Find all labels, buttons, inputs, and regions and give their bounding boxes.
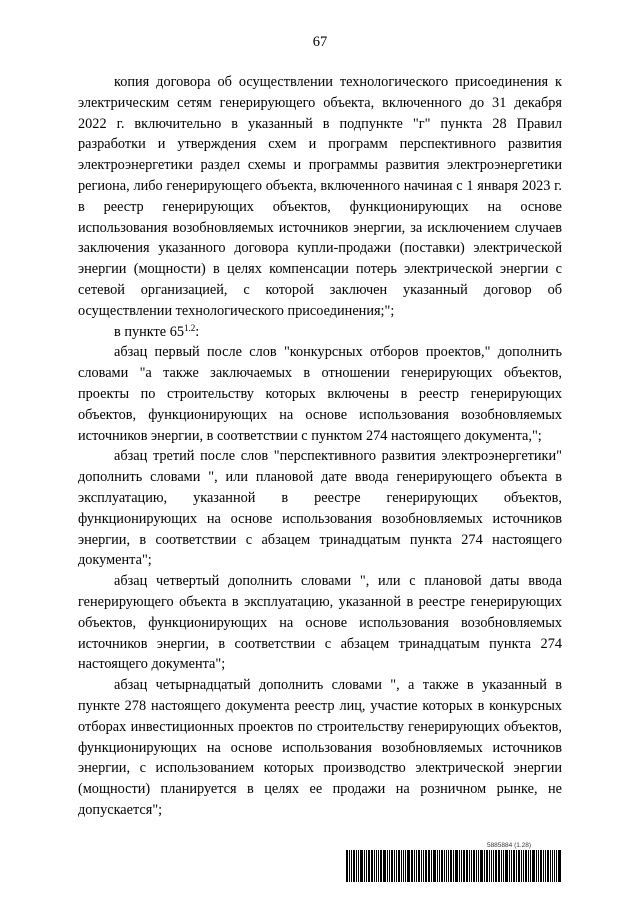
barcode-bar [503, 850, 504, 882]
point-reference-line [78, 322, 562, 343]
barcode-bar [547, 850, 549, 882]
barcode-bar [518, 850, 520, 882]
barcode-bar [459, 850, 460, 882]
barcode-bar [351, 850, 352, 882]
barcode-bar [469, 850, 470, 882]
barcode-bar [545, 850, 546, 882]
barcode-bar [538, 850, 539, 882]
barcode-bar [461, 850, 462, 882]
barcode-bar [366, 850, 367, 882]
barcode-bar [509, 850, 510, 882]
barcode-bar [439, 850, 440, 882]
barcode-bar [374, 850, 375, 882]
barcode-bar [528, 850, 529, 882]
point-prefix: в пункте 65 [114, 323, 184, 340]
paragraph: копия договора об осуществлении технологического присоединения к электрическим сетям генерирующего объекта, включенного до 31 декабря 2022 г. включительно в указанный в подпункте "г" пункта 28 Правил разработки и утверждения схем и программ перспективного развития электроэнергетики раздел схемы и программы развития электроэнергетики региона, либо генерирующего объекта, включенного начиная с 1 января 2023 г. в реестр генерирующих объектов, функционирующих на основе использования возобновляемых источников энергии, за исключением случаев заключения указанного договора купли-продажи (поставки) электрической энергии (мощности) в целях компенсации потерь электрической энергии с сетевой организацией, с которой заключен указанный договор об осуществлении технологического присоединения;"; [78, 74, 562, 319]
barcode-bar [414, 850, 415, 882]
barcode-bar [466, 850, 468, 882]
paragraph: абзац третий после слов "перспективного развития электроэнергетики" дополнить словами ", или плановой дате ввода генерирующего объекта в эксплуатацию, указанной в реестре генерирующих объектов, функционирующих на основе использования возобновляемых источников энергии, в соответствии с абзацем тринадцатым пункта 274 настоящего документа"; [78, 448, 562, 569]
barcode-bar [446, 850, 447, 882]
barcode-bar [550, 850, 552, 882]
barcode-bar [441, 850, 443, 882]
barcode-bar [360, 850, 363, 882]
barcode-bar [511, 850, 512, 882]
barcode-bar [371, 850, 373, 882]
barcode-bar [505, 850, 508, 882]
barcode-bar [486, 850, 488, 882]
barcode-bar [450, 850, 452, 882]
barcode-bar [536, 850, 537, 882]
barcode-bar [376, 850, 377, 882]
barcode-bar [556, 850, 557, 882]
barcode-bar [463, 850, 465, 882]
barcode-bar [543, 850, 544, 882]
barcode-bar [521, 850, 522, 882]
barcode-bar [478, 850, 479, 882]
barcode-bar [433, 850, 436, 882]
barcode-bar [513, 850, 515, 882]
page-number: 67 [312, 34, 328, 50]
barcode-bar [346, 850, 348, 882]
barcode-bar [401, 850, 402, 882]
barcode-bar [558, 850, 561, 882]
barcode-bar [378, 850, 379, 882]
document-body [78, 72, 562, 821]
barcode-bar [473, 850, 475, 882]
point-suffix: : [195, 323, 200, 340]
barcode-bar [405, 850, 406, 882]
barcode-bar [444, 850, 445, 882]
barcode-bar [380, 850, 382, 882]
barcode-bar [411, 850, 413, 882]
barcode-bar [493, 850, 494, 882]
barcode-label: 5885884 (1.28) [486, 842, 532, 849]
barcode-bar [356, 850, 357, 882]
barcode-bar [407, 850, 410, 882]
barcode-bar [532, 850, 535, 882]
barcode-bar [501, 850, 502, 882]
barcode-bar [523, 850, 524, 882]
barcode-bar [552, 850, 553, 882]
barcode-bar [349, 850, 350, 882]
barcode-bar [554, 850, 555, 882]
barcode-bar [425, 850, 427, 882]
barcode-bar [431, 850, 432, 882]
barcode-bar [387, 850, 388, 882]
barcode-bar [398, 850, 400, 882]
barcode-bar [480, 850, 483, 882]
barcode-bar [394, 850, 395, 882]
barcode-bar [484, 850, 485, 882]
barcode-bar [453, 850, 454, 882]
barcode-bar [389, 850, 390, 882]
barcode-bar [428, 850, 430, 882]
barcode-bar [416, 850, 417, 882]
barcode-bar [353, 850, 355, 882]
barcode-bar [368, 850, 370, 882]
paragraph: абзац первый после слов "конкурсных отборов проектов," дополнить словами "а также заключаемых в отношении генерирующих объектов, проекты по строительству которых включены в реестр генерирующих объектов, функционирующих на основе использования возобновляемых источников энергии, в соответствии с пунктом 274 настоящего документа,"; [78, 344, 562, 444]
barcode-bar [530, 850, 531, 882]
barcode-bar [403, 850, 404, 882]
barcode-bar [437, 850, 438, 882]
barcode-bar [396, 850, 397, 882]
barcode-bar [383, 850, 386, 882]
barcode-bar [418, 850, 420, 882]
barcode-bar [471, 850, 472, 882]
barcode-bar [498, 850, 500, 882]
barcode-bar [489, 850, 490, 882]
barcode-bar [540, 850, 542, 882]
barcode-block [346, 842, 562, 882]
barcode-image [346, 850, 562, 882]
barcode-bar [448, 850, 449, 882]
barcode-bar [364, 850, 365, 882]
barcode-bar [495, 850, 497, 882]
barcode-bar [391, 850, 393, 882]
barcode-bar [421, 850, 422, 882]
barcode-bar [455, 850, 458, 882]
paragraph: абзац четырнадцатый дополнить словами ", а также в указанный в пункте 278 настоящего документа реестр лиц, участие которых в конкурсных отборах инвестиционных проектов по строительству генерирующих объектов, функционирующих на основе использования возобновляемых источников энергии, с использованием которых производство электрической энергии (мощности) планируется в целях ее продажи на розничном рынке, не допускается"; [78, 677, 562, 818]
barcode-bar [491, 850, 492, 882]
barcode-bar [516, 850, 517, 882]
point-superscript: 1.2 [184, 322, 196, 333]
paragraph: абзац четвертый дополнить словами ", или с плановой даты ввода генерирующего объекта в эксплуатацию, указанной в реестре генерирующих объектов, функционирующих на основе использования возобновляемых источников энергии, в соответствии с абзацем тринадцатым пункта 274 настоящего документа"; [78, 573, 562, 673]
barcode-bar [358, 850, 359, 882]
barcode-bar [525, 850, 527, 882]
barcode-bar [476, 850, 477, 882]
barcode-bar [423, 850, 424, 882]
